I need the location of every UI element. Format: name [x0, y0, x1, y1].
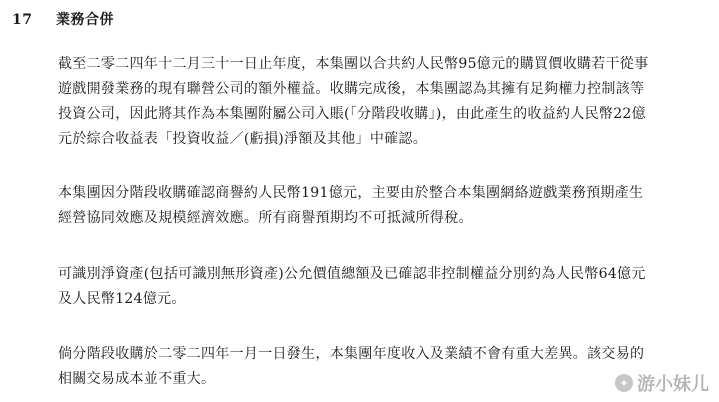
paragraph-line: 相關交易成本並不重大。 [58, 371, 216, 387]
section-number: 17 [12, 12, 33, 28]
paragraph-pro-forma [58, 342, 698, 392]
paragraph-line: 元於綜合收益表「投資收益／(虧損)淨額及其他」中確認。 [58, 131, 428, 147]
watermark-text: 游小妹儿 [637, 374, 709, 395]
paragraph-net-assets [58, 262, 698, 312]
watermark [615, 370, 709, 396]
paragraph-line: 經營協同效應及規模經濟效應。所有商譽預期均不可抵減所得稅。 [58, 210, 473, 226]
paragraph-goodwill [58, 181, 698, 231]
paragraph-line: 截至二零二四年十二月三十一日止年度，本集團以合共約人民幣95億元的購買價收購若干從事 [58, 56, 649, 72]
section-heading [12, 9, 114, 29]
paragraph-line: 及人民幣124億元。 [58, 291, 186, 307]
paragraph-line: 本集團因分階段收購確認商譽約人民幣191億元，主要由於整合本集團網絡遊戲業務預期產生 [58, 185, 644, 201]
paragraph-line: 遊戲開發業務的現有聯營公司的額外權益。收購完成後，本集團認為其擁有足夠權力控制該等 [58, 81, 645, 97]
paragraph-acquisition [58, 52, 698, 152]
watermark-logo-icon: ✦ [615, 374, 633, 392]
paragraph-line: 可識別淨資產(包括可識別無形資產)公允價值總額及已確認非控制權益分別約為人民幣64億元 [58, 266, 646, 282]
paragraph-line: 投資公司，因此將其作為本集團附屬公司入賬(「分階段收購」)，由此產生的收益約人民幣22億 [58, 106, 646, 122]
section-title: 業務合併 [56, 12, 114, 28]
paragraph-line: 倘分階段收購於二零二四年一月一日發生，本集團年度收入及業績不會有重大差異。該交易的 [58, 346, 645, 362]
